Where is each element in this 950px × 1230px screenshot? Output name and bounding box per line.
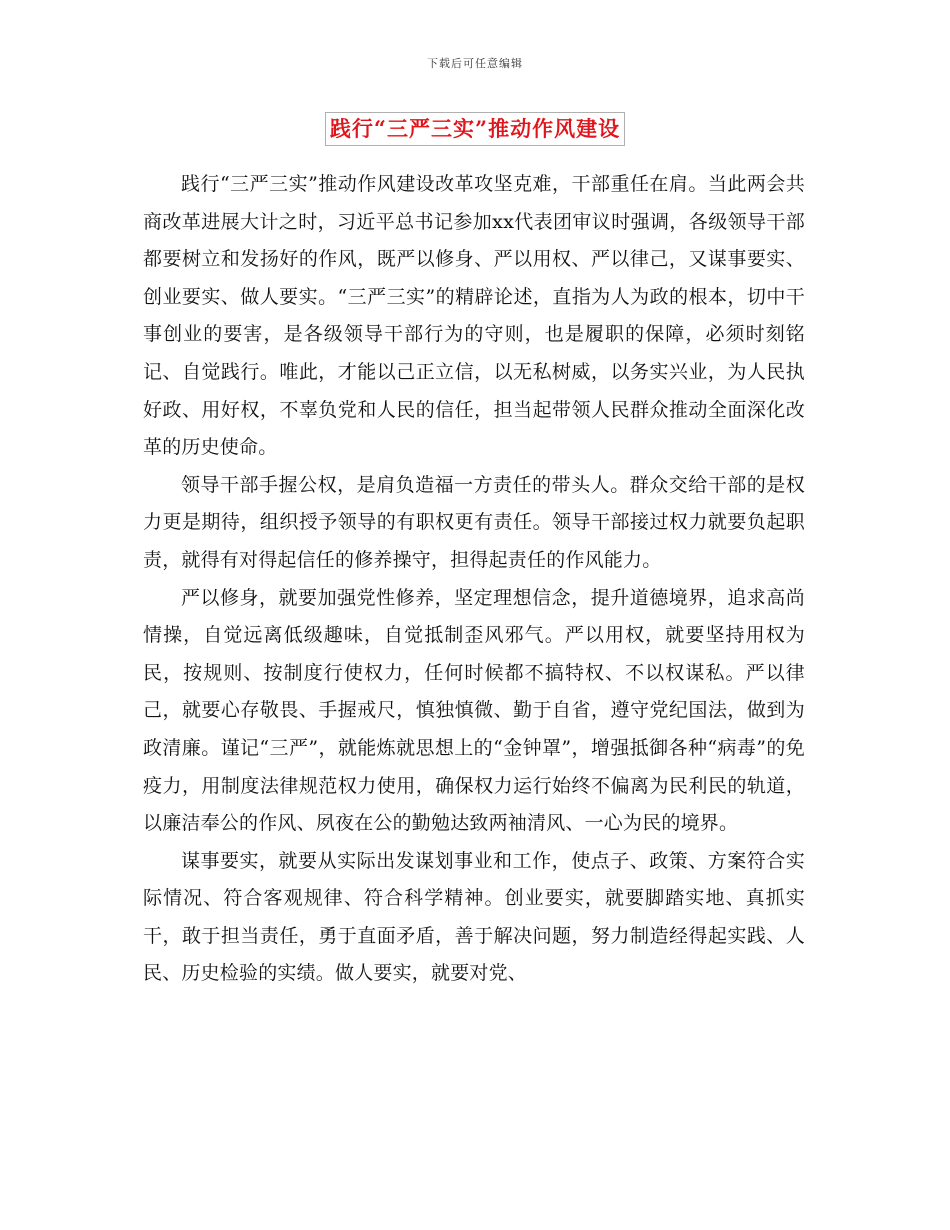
paragraph: 严以修身，就要加强党性修养，坚定理想信念，提升道德境界，追求高尚情操，自觉远离低级趣味，自觉抵制歪风邪气。严以用权，就要坚持用权为民，按规则、按制度行使权力，任何时候都不搞特权、不以权谋私。严以律己，就要心存敬畏、手握戒尺，慎独慎微、勤于自省，遵守党纪国法，做到为政清廉。谨记“三严”，就能炼就思想上的“金钟罩”，增强抵御各种“病毒”的免疫力，用制度法律规范权力使用，确保权力运行始终不偏离为民利民的轨道，以廉洁奉公的作风、夙夜在公的勤勉达致两袖清风、一心为民的境界。 [143, 586, 805, 835]
title-container [0, 112, 950, 146]
paragraph: 践行“三严三实”推动作风建设改革攻坚克难，干部重任在肩。当此两会共商改革进展大计之时，习近平总书记参加xx代表团审议时强调，各级领导干部都要树立和发扬好的作风，既严以修身、严以用权、严以律己，又谋事要实、创业要实、做人要实。“三严三实”的精辟论述，直指为人为政的根本，切中干事创业的要害，是各级领导干部行为的守则，也是履职的保障，必须时刻铭记、自觉践行。唯此，才能以己正立信，以无私树威，以务实兴业，为人民执好政、用好权，不辜负党和人民的信任，担当起带领人民群众推动全面深化改革的历史使命。 [143, 173, 805, 459]
paragraph: 领导干部手握公权，是肩负造福一方责任的带头人。群众交给干部的是权力更是期待，组织授予领导的有职权更有责任。领导干部接过权力就要负起职责，就得有对得起信任的修养操守，担得起责任的作风能力。 [143, 473, 805, 571]
document-body [143, 166, 805, 993]
document-title: 践行“三严三实”推动作风建设 [325, 112, 625, 146]
paragraph: 谋事要实，就要从实际出发谋划事业和工作，使点子、政策、方案符合实际情况、符合客观规律、符合科学精神。创业要实，就要脚踏实地、真抓实干，敢于担当责任，勇于直面矛盾，善于解决问题，努力制造经得起实践、人民、历史检验的实绩。做人要实，就要对党、 [143, 849, 805, 985]
header-note: 下载后可任意编辑 [427, 57, 523, 70]
